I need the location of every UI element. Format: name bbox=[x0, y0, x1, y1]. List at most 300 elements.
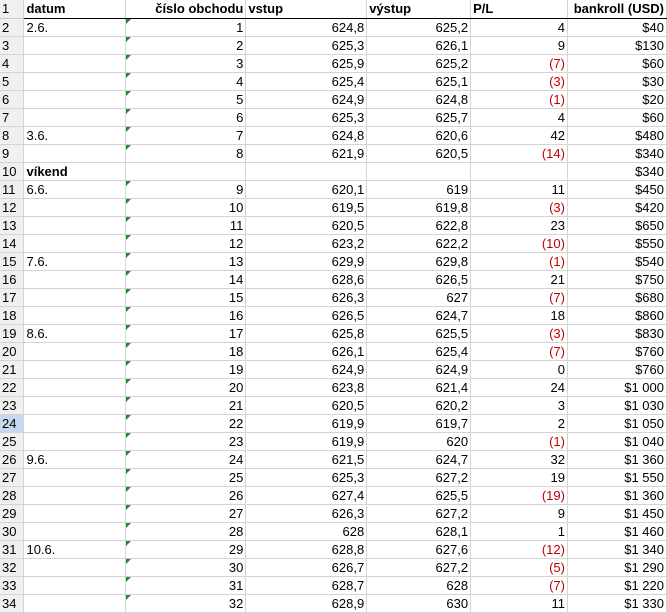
cell-bankroll[interactable]: $1 550 bbox=[567, 468, 666, 486]
cell-vystup[interactable]: 628 bbox=[367, 576, 471, 594]
table-row bbox=[0, 216, 667, 234]
error-indicator-icon bbox=[126, 37, 131, 42]
cell-vystup[interactable]: 619 bbox=[367, 180, 471, 198]
cell-cislo-obchodu[interactable]: 23 bbox=[126, 432, 246, 450]
row-header[interactable]: 31 bbox=[0, 540, 24, 558]
cell-cislo-obchodu[interactable]: 5 bbox=[126, 90, 246, 108]
table-row bbox=[0, 540, 667, 558]
cell-vstup[interactable]: 619,9 bbox=[246, 414, 367, 432]
error-indicator-icon bbox=[126, 595, 131, 600]
cell-bankroll[interactable]: $60 bbox=[567, 108, 666, 126]
cell-bankroll[interactable]: $340 bbox=[567, 162, 666, 180]
cell-pl[interactable]: 18 bbox=[471, 306, 568, 324]
cell-vstup[interactable]: 624,9 bbox=[246, 90, 367, 108]
cell-pl[interactable]: 4 bbox=[471, 108, 568, 126]
column-header-pl[interactable]: P/L bbox=[471, 0, 568, 18]
partial-next-row bbox=[0, 578, 667, 583]
row-header[interactable]: 17 bbox=[0, 288, 24, 306]
cell-bankroll[interactable]: $420 bbox=[567, 198, 666, 216]
cell-cislo-obchodu[interactable]: 2 bbox=[126, 36, 246, 54]
row-header[interactable]: 32 bbox=[0, 558, 24, 576]
cell-vystup[interactable]: 620,6 bbox=[367, 126, 471, 144]
error-indicator-icon bbox=[126, 73, 131, 78]
table-row bbox=[0, 144, 667, 162]
cell-datum[interactable] bbox=[24, 594, 126, 612]
cell-vystup[interactable]: 627 bbox=[367, 288, 471, 306]
row-header[interactable]: 7 bbox=[0, 108, 24, 126]
cell-cislo-obchodu[interactable]: 16 bbox=[126, 306, 246, 324]
cell-vystup[interactable]: 625,1 bbox=[367, 72, 471, 90]
table-row bbox=[0, 198, 667, 216]
cell-vystup[interactable]: 628,1 bbox=[367, 522, 471, 540]
error-indicator-icon bbox=[126, 199, 131, 204]
cell-bankroll[interactable]: $750 bbox=[567, 270, 666, 288]
cell-vystup[interactable]: 625,4 bbox=[367, 342, 471, 360]
cell-datum[interactable]: 7.6. bbox=[24, 252, 126, 270]
cell-vstup[interactable]: 628,6 bbox=[246, 270, 367, 288]
cell-pl[interactable] bbox=[471, 162, 568, 180]
error-indicator-icon bbox=[126, 559, 131, 564]
cell-vystup[interactable]: 625,5 bbox=[367, 486, 471, 504]
cell-bankroll[interactable]: $650 bbox=[567, 216, 666, 234]
cell-bankroll[interactable]: $40 bbox=[567, 18, 666, 36]
row-header[interactable]: 8 bbox=[0, 126, 24, 144]
cell-cislo-obchodu[interactable]: 6 bbox=[126, 108, 246, 126]
cell-bankroll[interactable]: $1 030 bbox=[567, 396, 666, 414]
cell-vstup[interactable]: 625,3 bbox=[246, 108, 367, 126]
row-header[interactable]: 23 bbox=[0, 396, 24, 414]
cell-datum[interactable] bbox=[24, 216, 126, 234]
cell-cislo-obchodu[interactable]: 7 bbox=[126, 126, 246, 144]
row-header[interactable]: 26 bbox=[0, 450, 24, 468]
cell-datum[interactable]: 9.6. bbox=[24, 450, 126, 468]
cell-datum[interactable] bbox=[24, 54, 126, 72]
row-header[interactable]: 2 bbox=[0, 18, 24, 36]
cell-vstup[interactable]: 621,9 bbox=[246, 144, 367, 162]
cell-cislo-obchodu[interactable]: 10 bbox=[126, 198, 246, 216]
cell-cislo-obchodu[interactable]: 13 bbox=[126, 252, 246, 270]
cell-cislo-obchodu[interactable]: 19 bbox=[126, 360, 246, 378]
cell-datum[interactable]: 2.6. bbox=[24, 18, 126, 36]
cell-bankroll[interactable]: $480 bbox=[567, 126, 666, 144]
row-header[interactable]: 10 bbox=[0, 162, 24, 180]
cell-datum[interactable] bbox=[24, 558, 126, 576]
table-row bbox=[0, 36, 667, 54]
table-row bbox=[0, 270, 667, 288]
cell-cislo-obchodu[interactable]: 8 bbox=[126, 144, 246, 162]
cell-cislo-obchodu[interactable]: 22 bbox=[126, 414, 246, 432]
cell-datum[interactable] bbox=[24, 198, 126, 216]
table-row bbox=[0, 432, 667, 450]
row-header[interactable]: 14 bbox=[0, 234, 24, 252]
cell-datum[interactable] bbox=[24, 306, 126, 324]
cell-cislo-obchodu[interactable]: 27 bbox=[126, 504, 246, 522]
cell-pl[interactable]: 11 bbox=[471, 594, 568, 612]
error-indicator-icon bbox=[126, 469, 131, 474]
cell-pl[interactable]: 2 bbox=[471, 414, 568, 432]
error-indicator-icon bbox=[126, 217, 131, 222]
error-indicator-icon bbox=[126, 271, 131, 276]
cell-pl[interactable]: (10) bbox=[471, 234, 568, 252]
table-row bbox=[0, 360, 667, 378]
cell-pl[interactable]: 1 bbox=[471, 522, 568, 540]
cell-vstup[interactable]: 625,4 bbox=[246, 72, 367, 90]
cell-vstup[interactable]: 628 bbox=[246, 522, 367, 540]
error-indicator-icon bbox=[126, 109, 131, 114]
cell-bankroll[interactable]: $680 bbox=[567, 288, 666, 306]
error-indicator-icon bbox=[126, 433, 131, 438]
cell-vystup[interactable]: 624,7 bbox=[367, 450, 471, 468]
table-row bbox=[0, 162, 667, 180]
error-indicator-icon bbox=[126, 325, 131, 330]
error-indicator-icon bbox=[126, 487, 131, 492]
column-header-bankroll[interactable]: bankroll (USD) bbox=[567, 0, 666, 18]
cell-cislo-obchodu[interactable]: 30 bbox=[126, 558, 246, 576]
table-row bbox=[0, 522, 667, 540]
cell-vstup[interactable]: 625,3 bbox=[246, 36, 367, 54]
cell-datum[interactable] bbox=[24, 72, 126, 90]
table-row bbox=[0, 126, 667, 144]
cell-pl[interactable]: 11 bbox=[471, 180, 568, 198]
cell-bankroll[interactable]: $830 bbox=[567, 324, 666, 342]
row-header[interactable]: 1 bbox=[0, 0, 24, 18]
cell-datum[interactable] bbox=[24, 234, 126, 252]
cell-vystup[interactable]: 626,5 bbox=[367, 270, 471, 288]
column-header-vstup[interactable]: vstup bbox=[246, 0, 367, 18]
row-header[interactable]: 22 bbox=[0, 378, 24, 396]
row-header[interactable]: 16 bbox=[0, 270, 24, 288]
row-header[interactable]: 3 bbox=[0, 36, 24, 54]
cell-cislo-obchodu[interactable]: 28 bbox=[126, 522, 246, 540]
cell-vystup[interactable]: 627,2 bbox=[367, 468, 471, 486]
cell-vystup[interactable]: 622,2 bbox=[367, 234, 471, 252]
cell-pl[interactable]: 21 bbox=[471, 270, 568, 288]
error-indicator-icon bbox=[126, 361, 131, 366]
cell-bankroll[interactable]: $540 bbox=[567, 252, 666, 270]
table-row bbox=[0, 72, 667, 90]
cell-vstup[interactable]: 626,5 bbox=[246, 306, 367, 324]
cell-vystup[interactable]: 625,5 bbox=[367, 324, 471, 342]
table-row bbox=[0, 504, 667, 522]
cell-cislo-obchodu[interactable]: 9 bbox=[126, 180, 246, 198]
cell-datum[interactable] bbox=[24, 396, 126, 414]
cell-bankroll[interactable]: $1 000 bbox=[567, 378, 666, 396]
cell-vstup[interactable]: 626,1 bbox=[246, 342, 367, 360]
cell-cislo-obchodu[interactable]: 15 bbox=[126, 288, 246, 306]
cell-cislo-obchodu[interactable]: 12 bbox=[126, 234, 246, 252]
table-row bbox=[0, 378, 667, 396]
cell-cislo-obchodu[interactable]: 14 bbox=[126, 270, 246, 288]
row-header[interactable]: 9 bbox=[0, 144, 24, 162]
cell-vstup[interactable]: 625,8 bbox=[246, 324, 367, 342]
cell-vstup[interactable]: 620,5 bbox=[246, 396, 367, 414]
error-indicator-icon bbox=[126, 451, 131, 456]
cell-bankroll[interactable]: $1 330 bbox=[567, 594, 666, 612]
cell-datum[interactable] bbox=[24, 36, 126, 54]
table-row bbox=[0, 234, 667, 252]
cell-vstup[interactable]: 619,5 bbox=[246, 198, 367, 216]
cell-bankroll[interactable]: $760 bbox=[567, 342, 666, 360]
cell-pl[interactable]: 9 bbox=[471, 504, 568, 522]
cell-cislo-obchodu[interactable]: 29 bbox=[126, 540, 246, 558]
cell-vystup[interactable]: 624,8 bbox=[367, 90, 471, 108]
cell-vstup[interactable]: 628,9 bbox=[246, 594, 367, 612]
cell-bankroll[interactable]: $1 340 bbox=[567, 540, 666, 558]
table-row bbox=[0, 108, 667, 126]
cell-bankroll[interactable]: $1 460 bbox=[567, 522, 666, 540]
cell-pl[interactable]: 3 bbox=[471, 396, 568, 414]
error-indicator-icon bbox=[126, 181, 131, 186]
header-row bbox=[0, 0, 667, 18]
row-header[interactable]: 6 bbox=[0, 90, 24, 108]
error-indicator-icon bbox=[126, 541, 131, 546]
row-header[interactable]: 15 bbox=[0, 252, 24, 270]
table-row bbox=[0, 306, 667, 324]
cell-datum[interactable] bbox=[24, 432, 126, 450]
cell-vystup[interactable]: 619,8 bbox=[367, 198, 471, 216]
cell-datum[interactable] bbox=[24, 486, 126, 504]
cell-datum[interactable] bbox=[24, 522, 126, 540]
error-indicator-icon bbox=[126, 307, 131, 312]
row-header[interactable]: 18 bbox=[0, 306, 24, 324]
cell-pl[interactable]: (7) bbox=[471, 576, 568, 594]
cell-vystup[interactable]: 620,5 bbox=[367, 144, 471, 162]
cell-vystup[interactable]: 619,7 bbox=[367, 414, 471, 432]
cell-cislo-obchodu[interactable]: 31 bbox=[126, 576, 246, 594]
cell-cislo-obchodu[interactable]: 32 bbox=[126, 594, 246, 612]
error-indicator-icon bbox=[126, 91, 131, 96]
column-header-vystup[interactable]: výstup bbox=[367, 0, 471, 18]
cell-vstup[interactable]: 624,8 bbox=[246, 126, 367, 144]
cell-datum[interactable] bbox=[24, 414, 126, 432]
cell-pl[interactable]: (7) bbox=[471, 288, 568, 306]
cell-datum[interactable] bbox=[24, 108, 126, 126]
error-indicator-icon bbox=[126, 253, 131, 258]
row-header[interactable]: 27 bbox=[0, 468, 24, 486]
cell-bankroll[interactable]: $130 bbox=[567, 36, 666, 54]
cell-vystup[interactable]: 621,4 bbox=[367, 378, 471, 396]
row-header[interactable]: 33 bbox=[0, 576, 24, 594]
table-row bbox=[0, 396, 667, 414]
cell-datum[interactable]: 6.6. bbox=[24, 180, 126, 198]
cell-vystup[interactable]: 620,2 bbox=[367, 396, 471, 414]
cell-cislo-obchodu[interactable]: 17 bbox=[126, 324, 246, 342]
error-indicator-icon bbox=[126, 235, 131, 240]
row-header[interactable]: 30 bbox=[0, 522, 24, 540]
table-row bbox=[0, 180, 667, 198]
row-header[interactable]: 12 bbox=[0, 198, 24, 216]
cell-vystup[interactable] bbox=[367, 162, 471, 180]
cell-cislo-obchodu[interactable]: 21 bbox=[126, 396, 246, 414]
row-header[interactable]: 5 bbox=[0, 72, 24, 90]
cell-datum[interactable] bbox=[24, 504, 126, 522]
cell-vystup[interactable]: 625,2 bbox=[367, 18, 471, 36]
cell-vstup[interactable]: 626,3 bbox=[246, 504, 367, 522]
cell-pl[interactable]: 32 bbox=[471, 450, 568, 468]
cell-bankroll[interactable]: $760 bbox=[567, 360, 666, 378]
cell-vystup[interactable]: 620 bbox=[367, 432, 471, 450]
error-indicator-icon bbox=[126, 523, 131, 528]
cell-bankroll[interactable]: $550 bbox=[567, 234, 666, 252]
row-header[interactable]: 29 bbox=[0, 504, 24, 522]
cell-vstup[interactable]: 624,9 bbox=[246, 360, 367, 378]
table-row bbox=[0, 342, 667, 360]
cell-datum[interactable]: víkend bbox=[24, 162, 126, 180]
cell-vystup[interactable]: 626,1 bbox=[367, 36, 471, 54]
cell-vstup[interactable]: 620,1 bbox=[246, 180, 367, 198]
cell-pl[interactable]: (19) bbox=[471, 486, 568, 504]
cell-vystup[interactable]: 627,2 bbox=[367, 504, 471, 522]
row-header[interactable]: 21 bbox=[0, 360, 24, 378]
row-header[interactable]: 13 bbox=[0, 216, 24, 234]
cell-datum[interactable] bbox=[24, 144, 126, 162]
cell-vystup[interactable]: 624,7 bbox=[367, 306, 471, 324]
cell-bankroll[interactable]: $1 360 bbox=[567, 486, 666, 504]
cell-bankroll[interactable]: $340 bbox=[567, 144, 666, 162]
cell-vstup[interactable]: 620,5 bbox=[246, 216, 367, 234]
cell-bankroll[interactable]: $450 bbox=[567, 180, 666, 198]
table-row bbox=[0, 414, 667, 432]
cell-vystup[interactable]: 622,8 bbox=[367, 216, 471, 234]
cell-bankroll[interactable]: $60 bbox=[567, 54, 666, 72]
cell-pl[interactable]: 19 bbox=[471, 468, 568, 486]
cell-datum[interactable]: 10.6. bbox=[24, 540, 126, 558]
cell-datum[interactable] bbox=[24, 378, 126, 396]
error-indicator-icon bbox=[126, 343, 131, 348]
row-header[interactable]: 20 bbox=[0, 342, 24, 360]
cell-pl[interactable]: (1) bbox=[471, 252, 568, 270]
row-header[interactable]: 28 bbox=[0, 486, 24, 504]
cell-cislo-obchodu[interactable]: 20 bbox=[126, 378, 246, 396]
cell-bankroll[interactable]: $1 220 bbox=[567, 576, 666, 594]
cell-vstup[interactable]: 628,7 bbox=[246, 576, 367, 594]
cell-pl[interactable]: (7) bbox=[471, 54, 568, 72]
cell-vstup[interactable]: 623,2 bbox=[246, 234, 367, 252]
cell-datum[interactable] bbox=[24, 90, 126, 108]
cell-vstup[interactable]: 625,3 bbox=[246, 468, 367, 486]
cell-pl[interactable]: (3) bbox=[471, 324, 568, 342]
column-header-datum[interactable]: datum bbox=[24, 0, 126, 18]
cell-pl[interactable]: 24 bbox=[471, 378, 568, 396]
cell-vstup[interactable]: 619,9 bbox=[246, 432, 367, 450]
table-row bbox=[0, 18, 667, 36]
table-row bbox=[0, 288, 667, 306]
error-indicator-icon bbox=[126, 415, 131, 420]
cell-cislo-obchodu[interactable]: 18 bbox=[126, 342, 246, 360]
row-header[interactable]: 11 bbox=[0, 180, 24, 198]
cell-datum[interactable] bbox=[24, 288, 126, 306]
cell-pl[interactable]: (7) bbox=[471, 342, 568, 360]
cell-vstup[interactable]: 629,9 bbox=[246, 252, 367, 270]
cell-vstup[interactable]: 623,8 bbox=[246, 378, 367, 396]
cell-pl[interactable]: (5) bbox=[471, 558, 568, 576]
cell-bankroll[interactable]: $860 bbox=[567, 306, 666, 324]
row-header[interactable]: 25 bbox=[0, 432, 24, 450]
cell-pl[interactable]: 42 bbox=[471, 126, 568, 144]
cell-pl[interactable]: (1) bbox=[471, 432, 568, 450]
cell-bankroll[interactable]: $1 450 bbox=[567, 504, 666, 522]
cell-vstup[interactable]: 628,8 bbox=[246, 540, 367, 558]
cell-cislo-obchodu[interactable]: 3 bbox=[126, 54, 246, 72]
table-row bbox=[0, 324, 667, 342]
cell-datum[interactable] bbox=[24, 270, 126, 288]
cell-pl[interactable]: (3) bbox=[471, 72, 568, 90]
error-indicator-icon bbox=[126, 145, 131, 150]
cell-vystup[interactable]: 625,2 bbox=[367, 54, 471, 72]
cell-vstup[interactable]: 626,7 bbox=[246, 558, 367, 576]
cell-pl[interactable]: 9 bbox=[471, 36, 568, 54]
cell-vstup[interactable]: 624,8 bbox=[246, 18, 367, 36]
error-indicator-icon bbox=[126, 505, 131, 510]
cell-bankroll[interactable]: $1 040 bbox=[567, 432, 666, 450]
cell-datum[interactable] bbox=[24, 342, 126, 360]
table-row bbox=[0, 594, 667, 612]
cell-vstup[interactable]: 625,9 bbox=[246, 54, 367, 72]
cell-pl[interactable]: 4 bbox=[471, 18, 568, 36]
cell-cislo-obchodu[interactable]: 26 bbox=[126, 486, 246, 504]
table-row bbox=[0, 450, 667, 468]
cell-bankroll[interactable]: $1 290 bbox=[567, 558, 666, 576]
cell-pl[interactable]: (12) bbox=[471, 540, 568, 558]
cell-pl[interactable]: (1) bbox=[471, 90, 568, 108]
cell-cislo-obchodu[interactable]: 4 bbox=[126, 72, 246, 90]
cell-datum[interactable] bbox=[24, 360, 126, 378]
cell-vystup[interactable]: 630 bbox=[367, 594, 471, 612]
row-header[interactable]: 4 bbox=[0, 54, 24, 72]
row-header[interactable]: 19 bbox=[0, 324, 24, 342]
table-row bbox=[0, 558, 667, 576]
cell-pl[interactable]: (3) bbox=[471, 198, 568, 216]
cell-vystup[interactable]: 625,7 bbox=[367, 108, 471, 126]
cell-bankroll[interactable]: $30 bbox=[567, 72, 666, 90]
cell-pl[interactable]: 23 bbox=[471, 216, 568, 234]
error-indicator-icon bbox=[126, 379, 131, 384]
cell-datum[interactable]: 8.6. bbox=[24, 324, 126, 342]
cell-datum[interactable] bbox=[24, 468, 126, 486]
row-header[interactable]: 34 bbox=[0, 594, 24, 612]
cell-cislo-obchodu[interactable]: 24 bbox=[126, 450, 246, 468]
error-indicator-icon bbox=[126, 397, 131, 402]
column-header-cislo-obchodu[interactable]: číslo obchodu bbox=[126, 0, 246, 18]
row-header[interactable]: 24 bbox=[0, 414, 24, 432]
cell-vystup[interactable]: 627,6 bbox=[367, 540, 471, 558]
cell-bankroll[interactable]: $1 360 bbox=[567, 450, 666, 468]
cell-datum[interactable]: 3.6. bbox=[24, 126, 126, 144]
cell-cislo-obchodu[interactable]: 11 bbox=[126, 216, 246, 234]
error-indicator-icon bbox=[126, 55, 131, 60]
table-row bbox=[0, 252, 667, 270]
cell-vstup[interactable]: 621,5 bbox=[246, 450, 367, 468]
cell-pl[interactable]: 0 bbox=[471, 360, 568, 378]
cell-vstup[interactable]: 626,3 bbox=[246, 288, 367, 306]
cell-cislo-obchodu[interactable] bbox=[126, 162, 246, 180]
table-row bbox=[0, 468, 667, 486]
error-indicator-icon bbox=[126, 289, 131, 294]
cell-bankroll[interactable]: $20 bbox=[567, 90, 666, 108]
cell-vstup[interactable]: 627,4 bbox=[246, 486, 367, 504]
cell-cislo-obchodu[interactable]: 25 bbox=[126, 468, 246, 486]
table-row bbox=[0, 54, 667, 72]
cell-cislo-obchodu[interactable]: 1 bbox=[126, 18, 246, 36]
cell-vystup[interactable]: 629,8 bbox=[367, 252, 471, 270]
cell-vstup[interactable] bbox=[246, 162, 367, 180]
cell-pl[interactable]: (14) bbox=[471, 144, 568, 162]
error-indicator-icon bbox=[126, 19, 131, 24]
cell-bankroll[interactable]: $1 050 bbox=[567, 414, 666, 432]
cell-vystup[interactable]: 624,9 bbox=[367, 360, 471, 378]
cell-vystup[interactable]: 627,2 bbox=[367, 558, 471, 576]
error-indicator-icon bbox=[126, 127, 131, 132]
